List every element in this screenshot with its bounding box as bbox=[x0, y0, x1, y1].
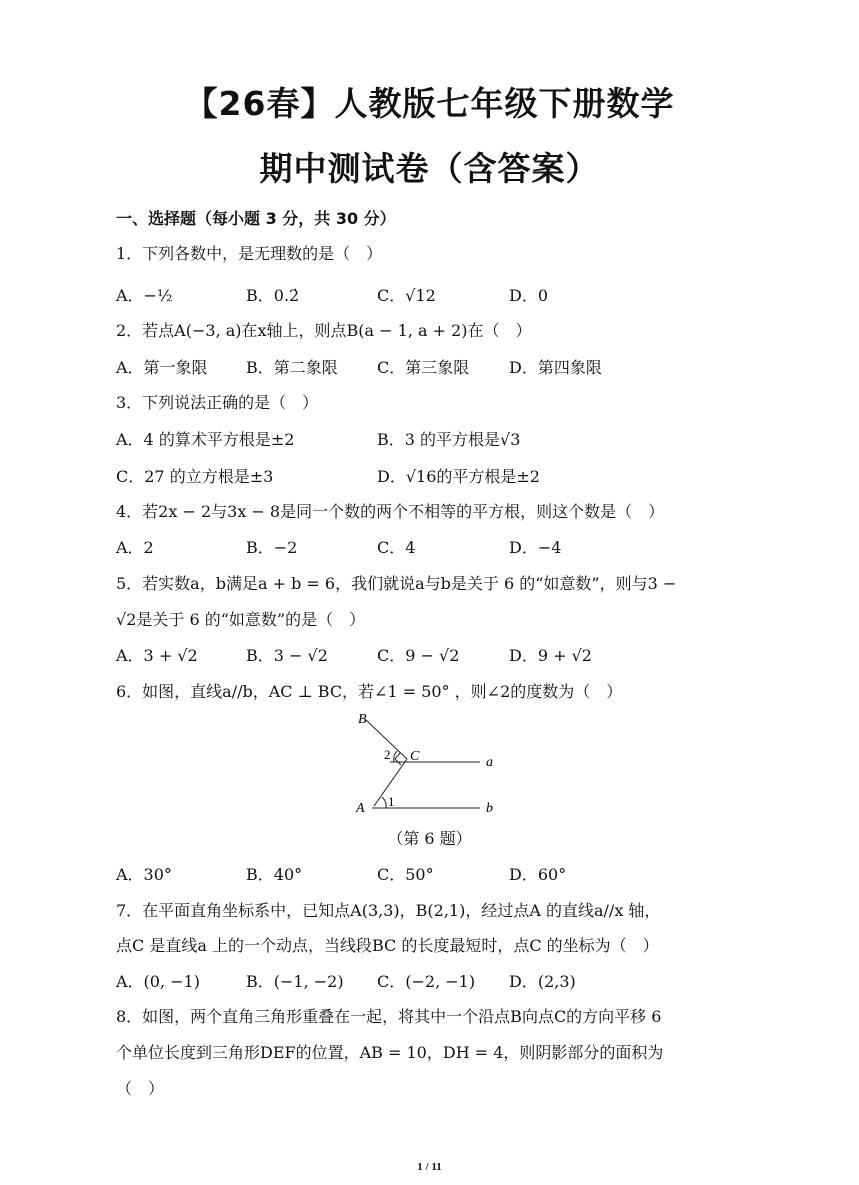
page-number: 1 / 11 bbox=[417, 1161, 442, 1173]
question-6-figure bbox=[350, 706, 510, 818]
question-7-option-d: D．(2,3) bbox=[509, 972, 576, 991]
question-4-option-b: B．−2 bbox=[246, 538, 298, 557]
question-4-option-a: A．2 bbox=[116, 538, 154, 557]
right-angle-mark bbox=[395, 753, 401, 765]
angle-1-arc bbox=[382, 797, 386, 808]
question-4-option-c: C．4 bbox=[377, 538, 416, 557]
question-7-stem-line2: 点C 是直线a 上的一个动点，当线段BC 的长度最短时，点C 的坐标为（ ） bbox=[116, 936, 659, 955]
question-7-option-a: A．(0, −1) bbox=[116, 972, 200, 991]
question-2-option-c: C．第三象限 bbox=[377, 358, 470, 377]
question-3-option-a: A．4 的算术平方根是±2 bbox=[116, 430, 295, 449]
question-3-option-c: C．27 的立方根是±3 bbox=[116, 467, 274, 486]
question-8-stem-line2: 个单位长度到三角形DEF的位置，AB = 10，DH = 4，则阴影部分的面积为 bbox=[116, 1043, 664, 1062]
question-6-option-c: C．50° bbox=[377, 865, 434, 884]
page-title-line2: 期中测试卷（含答案） bbox=[259, 149, 600, 188]
question-3-option-d: D．√16的平方根是±2 bbox=[377, 467, 540, 486]
question-1-option-d: D．0 bbox=[509, 286, 549, 305]
question-5-stem-line2: √2是关于 6 的“如意数”的是（ ） bbox=[116, 610, 366, 629]
question-1-option-b: B．0.2̇ bbox=[246, 286, 300, 305]
question-2-option-a: A．第一象限 bbox=[116, 358, 208, 377]
question-5-option-b: B．3 − √2 bbox=[246, 646, 328, 665]
question-6-option-b: B．40° bbox=[246, 865, 303, 884]
label-c-point: C bbox=[410, 749, 420, 764]
question-5-option-a: A．3 + √2 bbox=[116, 646, 198, 665]
question-7-stem-line1: 7．在平面直角坐标系中，已知点A(3,3)，B(2,1)，经过点A 的直线a//x 轴， bbox=[116, 901, 661, 920]
question-2-option-d: D．第四象限 bbox=[509, 358, 602, 377]
section-heading: 一、选择题（每小题 3 分，共 30 分） bbox=[116, 209, 396, 228]
question-1-option-a: A．−½ bbox=[116, 286, 173, 305]
question-6-caption: （第 6 题） bbox=[387, 829, 472, 848]
question-4-option-d: D．−4 bbox=[509, 538, 562, 557]
question-1-stem: 1．下列各数中，是无理数的是（ ） bbox=[116, 244, 383, 263]
question-1-option-c: C．√12 bbox=[377, 286, 436, 305]
label-a-point: A bbox=[356, 801, 365, 816]
label-angle-2: 2 bbox=[384, 747, 391, 762]
question-3-option-b: B．3 的平方根是√3 bbox=[377, 430, 521, 449]
question-6-option-d: D．60° bbox=[509, 865, 567, 884]
label-b-point: B bbox=[358, 712, 367, 727]
question-5-option-c: C．9 − √2 bbox=[377, 646, 460, 665]
question-7-option-c: C．(−2, −1) bbox=[377, 972, 476, 991]
question-6-option-a: A．30° bbox=[116, 865, 172, 884]
question-6-stem: 6．如图，直线a//b，AC ⊥ BC，若∠1 = 50° ，则∠2的度数为（ ） bbox=[116, 682, 623, 701]
question-5-option-d: D．9 + √2 bbox=[509, 646, 592, 665]
label-line-a: a bbox=[486, 755, 493, 770]
question-5-stem-line1: 5．若实数a，b满足a + b = 6，我们就说a与b是关于 6 的“如意数”，则与3 − bbox=[116, 574, 677, 593]
label-line-b: b bbox=[486, 801, 493, 816]
question-4-stem: 4．若2x − 2与3x − 8是同一个数的两个不相等的平方根，则这个数是（ ） bbox=[116, 502, 665, 521]
question-8-stem-line3: （ ） bbox=[116, 1079, 165, 1098]
question-8-stem-line1: 8．如图，两个直角三角形重叠在一起，将其中一个沿点B向点C的方向平移 6 bbox=[116, 1007, 662, 1026]
question-7-option-b: B．(−1, −2) bbox=[246, 972, 344, 991]
label-angle-1: 1 bbox=[388, 794, 395, 809]
question-3-stem: 3．下列说法正确的是（ ） bbox=[116, 393, 319, 412]
question-2-stem: 2．若点A(−3, a)在x轴上，则点B(a − 1, a + 2)在（ ） bbox=[116, 321, 532, 340]
page-title-line1: 【26春】人教版七年级下册数学 bbox=[184, 84, 675, 123]
question-2-option-b: B．第二象限 bbox=[246, 358, 338, 377]
